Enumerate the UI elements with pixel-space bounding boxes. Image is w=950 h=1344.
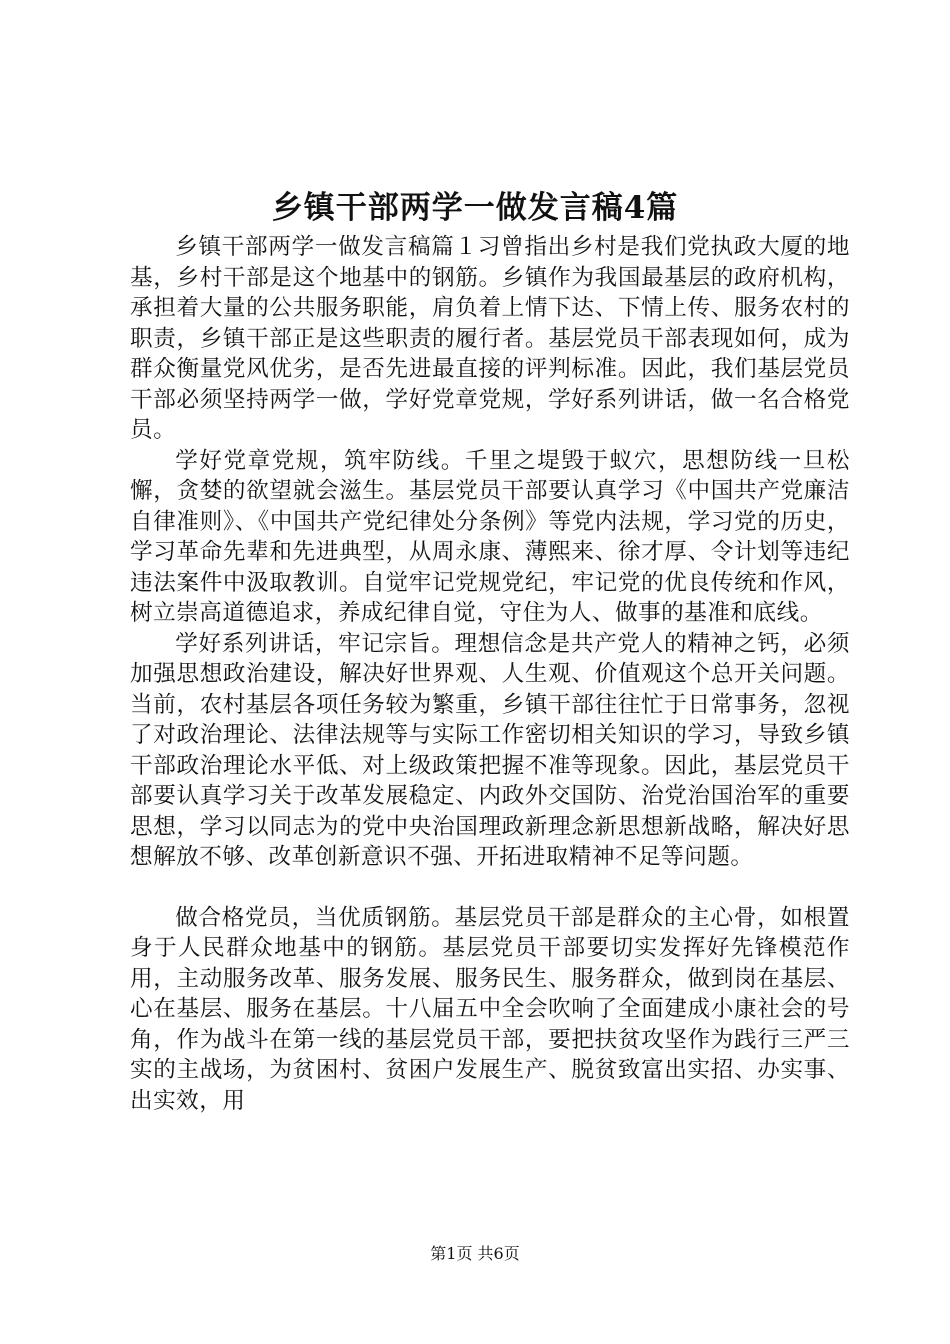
paragraph: 学好系列讲话，牢记宗旨。理想信念是共产党人的精神之钙，必须加强思想政治建设，解决好世界观、人生观、价值观这个总开关问题。当前，农村基层各项任务较为繁重，乡镇干部往往忙于日常事务，忽视了对政治理论、法律法规等与实际工作密切相关知识的学习，导致乡镇干部政治理论水平低、对上级政策把握不准等现象。因此，基层党员干部要认真学习关于改革发展稳定、内政外交国防、治党治国治军的重要思想，学习以同志为的党中央治国理政新理念新思想新战略，解决好思想解放不够、改革创新意识不强、开拓进取精神不足等问题。 — [130, 630, 850, 870]
document-title: 乡镇干部两学一做发言稿4篇 — [271, 190, 679, 226]
paragraph: 做合格党员，当优质钢筋。基层党员干部是群众的主心骨，如根置身于人民群众地基中的钢筋。基层党员干部要切实发挥好先锋模范作用，主动服务改革、服务发展、服务民生、服务群众，做到岗在基层、心在基层、服务在基层。十八届五中全会吹响了全面建成小康社会的号角，作为战斗在第一线的基层党员干部，要把扶贫攻坚作为践行三严三实的主战场，为贫困村、贫困户发展生产、脱贫致富出实招、办实事、出实效，用 — [130, 904, 850, 1114]
page-number-footer: 第1页 共6页 — [430, 1244, 520, 1263]
document-body — [130, 232, 850, 1116]
paragraph: 学好党章党规，筑牢防线。千里之堤毁于蚁穴，思想防线一旦松懈，贪婪的欲望就会滋生。基层党员干部要认真学习《中国共产党廉洁自律准则》、《中国共产党纪律处分条例》等党内法规，学习党的历史，学习革命先辈和先进典型，从周永康、薄熙来、徐才厚、令计划等违纪违法案件中汲取教训。自觉牢记党规党纪，牢记党的优良传统和作风，树立崇高道德追求，养成纪律自觉，守住为人、做事的基准和底线。 — [130, 447, 850, 626]
paragraph: 乡镇干部两学一做发言稿篇１习曾指出乡村是我们党执政大厦的地基，乡村干部是这个地基中的钢筋。乡镇作为我国最基层的政府机构，承担着大量的公共服务职能，肩负着上情下达、下情上传、服务农村的职责，乡镇干部正是这些职责的履行者。基层党员干部表现如何，成为群众衡量党风优劣，是否先进最直接的评判标准。因此，我们基层党员干部必须坚持两学一做，学好党章党规，学好系列讲话，做一名合格党员。 — [130, 234, 850, 443]
